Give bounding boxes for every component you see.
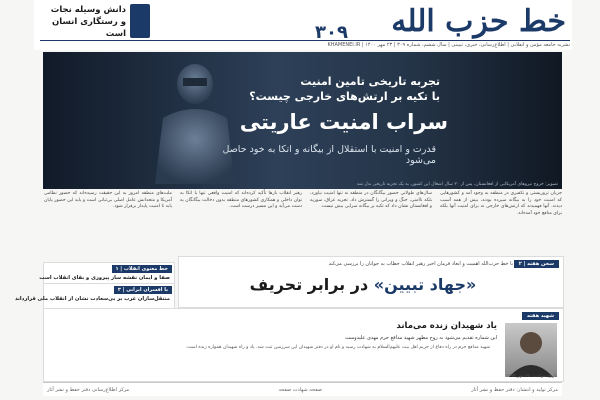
jihad-tabyin-box[interactable] <box>178 256 564 308</box>
issue-number: ۳۰۹ <box>315 22 348 43</box>
hero-banner[interactable] <box>43 52 562 189</box>
teaser-tag: خط معنوی انقلاب | ۱ <box>112 265 173 273</box>
teaser-text: صفا و ایمان نقشه ساز پیروزی و بقای انقلاب است <box>39 275 170 281</box>
side-headline-line-2: و رستگاری انسان است <box>52 17 126 39</box>
hero-kicker-line-1: تجربه تاریخی تامین امنیت <box>300 75 440 88</box>
column-text: جریان تروریستی و تکفیری در منطقه به وجود آمد و کشورهایی که امنیت خود را به بیگانه سپرده بودند، بیش از همه آسیب دیدند. آنها فهمیدند که ارتش‌های خارجی نه برای امنیت آنها بلکه برای منافع خود آمده‌اند. <box>440 191 562 216</box>
hero-kicker <box>210 74 440 104</box>
article-column <box>180 191 302 259</box>
khamenei-ir-mark-icon <box>130 4 150 38</box>
footer-right: مرکز تولید و انتشار: دفتر حفظ و نشر آثار <box>471 386 558 393</box>
article-columns <box>43 191 562 261</box>
martyr-body: شهید مدافع حرم در راه دفاع از حریم اهل بیت علیهم‌السلام به شهادت رسید و نام او در دفتر شهیدان این سرزمین ثبت شد. یاد و راه شهیدان همواره زنده است. <box>185 345 490 350</box>
jihad-headline-rest: در برابر تحریف <box>249 275 369 294</box>
martyr-photo <box>505 323 557 377</box>
footer-left: مرکز اطلاع‌رسانی دفتر حفظ و نشر آثار <box>47 386 130 393</box>
person-portrait-icon <box>505 323 557 377</box>
article-column <box>44 191 172 259</box>
martyr-tag: شهید هفته <box>522 312 559 320</box>
article-column <box>440 191 562 259</box>
hero-kicker-line-2: با تکیه بر ارتش‌های خارجی چیست؟ <box>249 90 440 103</box>
page-footer <box>43 382 562 396</box>
jihad-headline <box>203 275 523 294</box>
martyr-dates: تاریخ شهادت: ۲۸ مهر ۱۳۹۴ <box>505 374 557 379</box>
martyr-section[interactable] <box>43 308 564 382</box>
teaser-text: منتقل‌سازان غرب بر بی‌سعادت نشان از انقلاب ملی قرارداند <box>14 296 170 302</box>
hero-caption: تصویر: خروج نیروهای آمریکایی از افغانستان، پس از ۲۰ سال اشغال این کشور، به یک تجربه تاریخی بدل شد <box>356 182 558 187</box>
masthead-subline: نشریه جامعه مؤمن و انقلابی | اطلاع‌رسانی، خبری، تبیینی | سال ششم، شماره ۳۰۹ | ۲۳ مهر ۱۴۰۰ | KHAMENEI.IR <box>40 40 570 51</box>
side-headline[interactable] <box>34 4 126 40</box>
martyr-title: یاد شهیدان زنده می‌ماند <box>396 321 497 331</box>
section-tag: سخن هفته | ۲ <box>514 260 559 268</box>
jihad-headline-highlight: «جهاد تبیین» <box>373 275 477 294</box>
column-text: سال‌های طولانی حضور بیگانگان در منطقه نه تنها امنیت نیاورد، بلکه ناامنی، جنگ و ویرانی را گسترش داد. تجربه عراق، سوریه و افغانستان نشان داد که تکیه بر بیگانه سرابی بیش نیست. <box>310 191 432 209</box>
teaser-tag: با افسران ایرانی | ۳ <box>114 286 172 294</box>
column-text: ملت‌های منطقه امروز به این حقیقت رسیده‌اند که حضور نظامی آمریکا و متحدانش عامل اصلی بی‌ثباتی است و باید این حضور پایان یابد تا امنیت پایدار برقرار شود. <box>44 191 172 209</box>
footer-center: صفحه شهادت صفحه <box>278 386 322 393</box>
hero-subtitle: قدرت و امنیت با استقلال از بیگانه و اتکا به خود حاصل می‌شود <box>222 144 436 166</box>
hero-title: سراب امنیت عاریتی <box>239 110 448 134</box>
logo: خط حزب الله <box>391 4 566 39</box>
article-column <box>310 191 432 259</box>
martyr-description: این شماره تقدیم می‌شود به روح مطهر شهید مدافع حرم مهدی علیدوست <box>345 335 497 341</box>
side-headline-line-1: دانش وسیله نجات <box>50 5 126 15</box>
column-text: رهبر انقلاب بارها تأکید کرده‌اند که امنیت واقعی تنها با اتکا به توان داخلی و همکاری کشورهای منطقه بدون دخالت بیگانگان به دست می‌آید و این مسیر درست است. <box>180 191 302 209</box>
section-intro: با خط حزب‌الله اهمیت و ابعاد فرمان اخیر رهبر انقلاب خطاب به جوانان را بررسی می‌کند <box>328 261 513 267</box>
